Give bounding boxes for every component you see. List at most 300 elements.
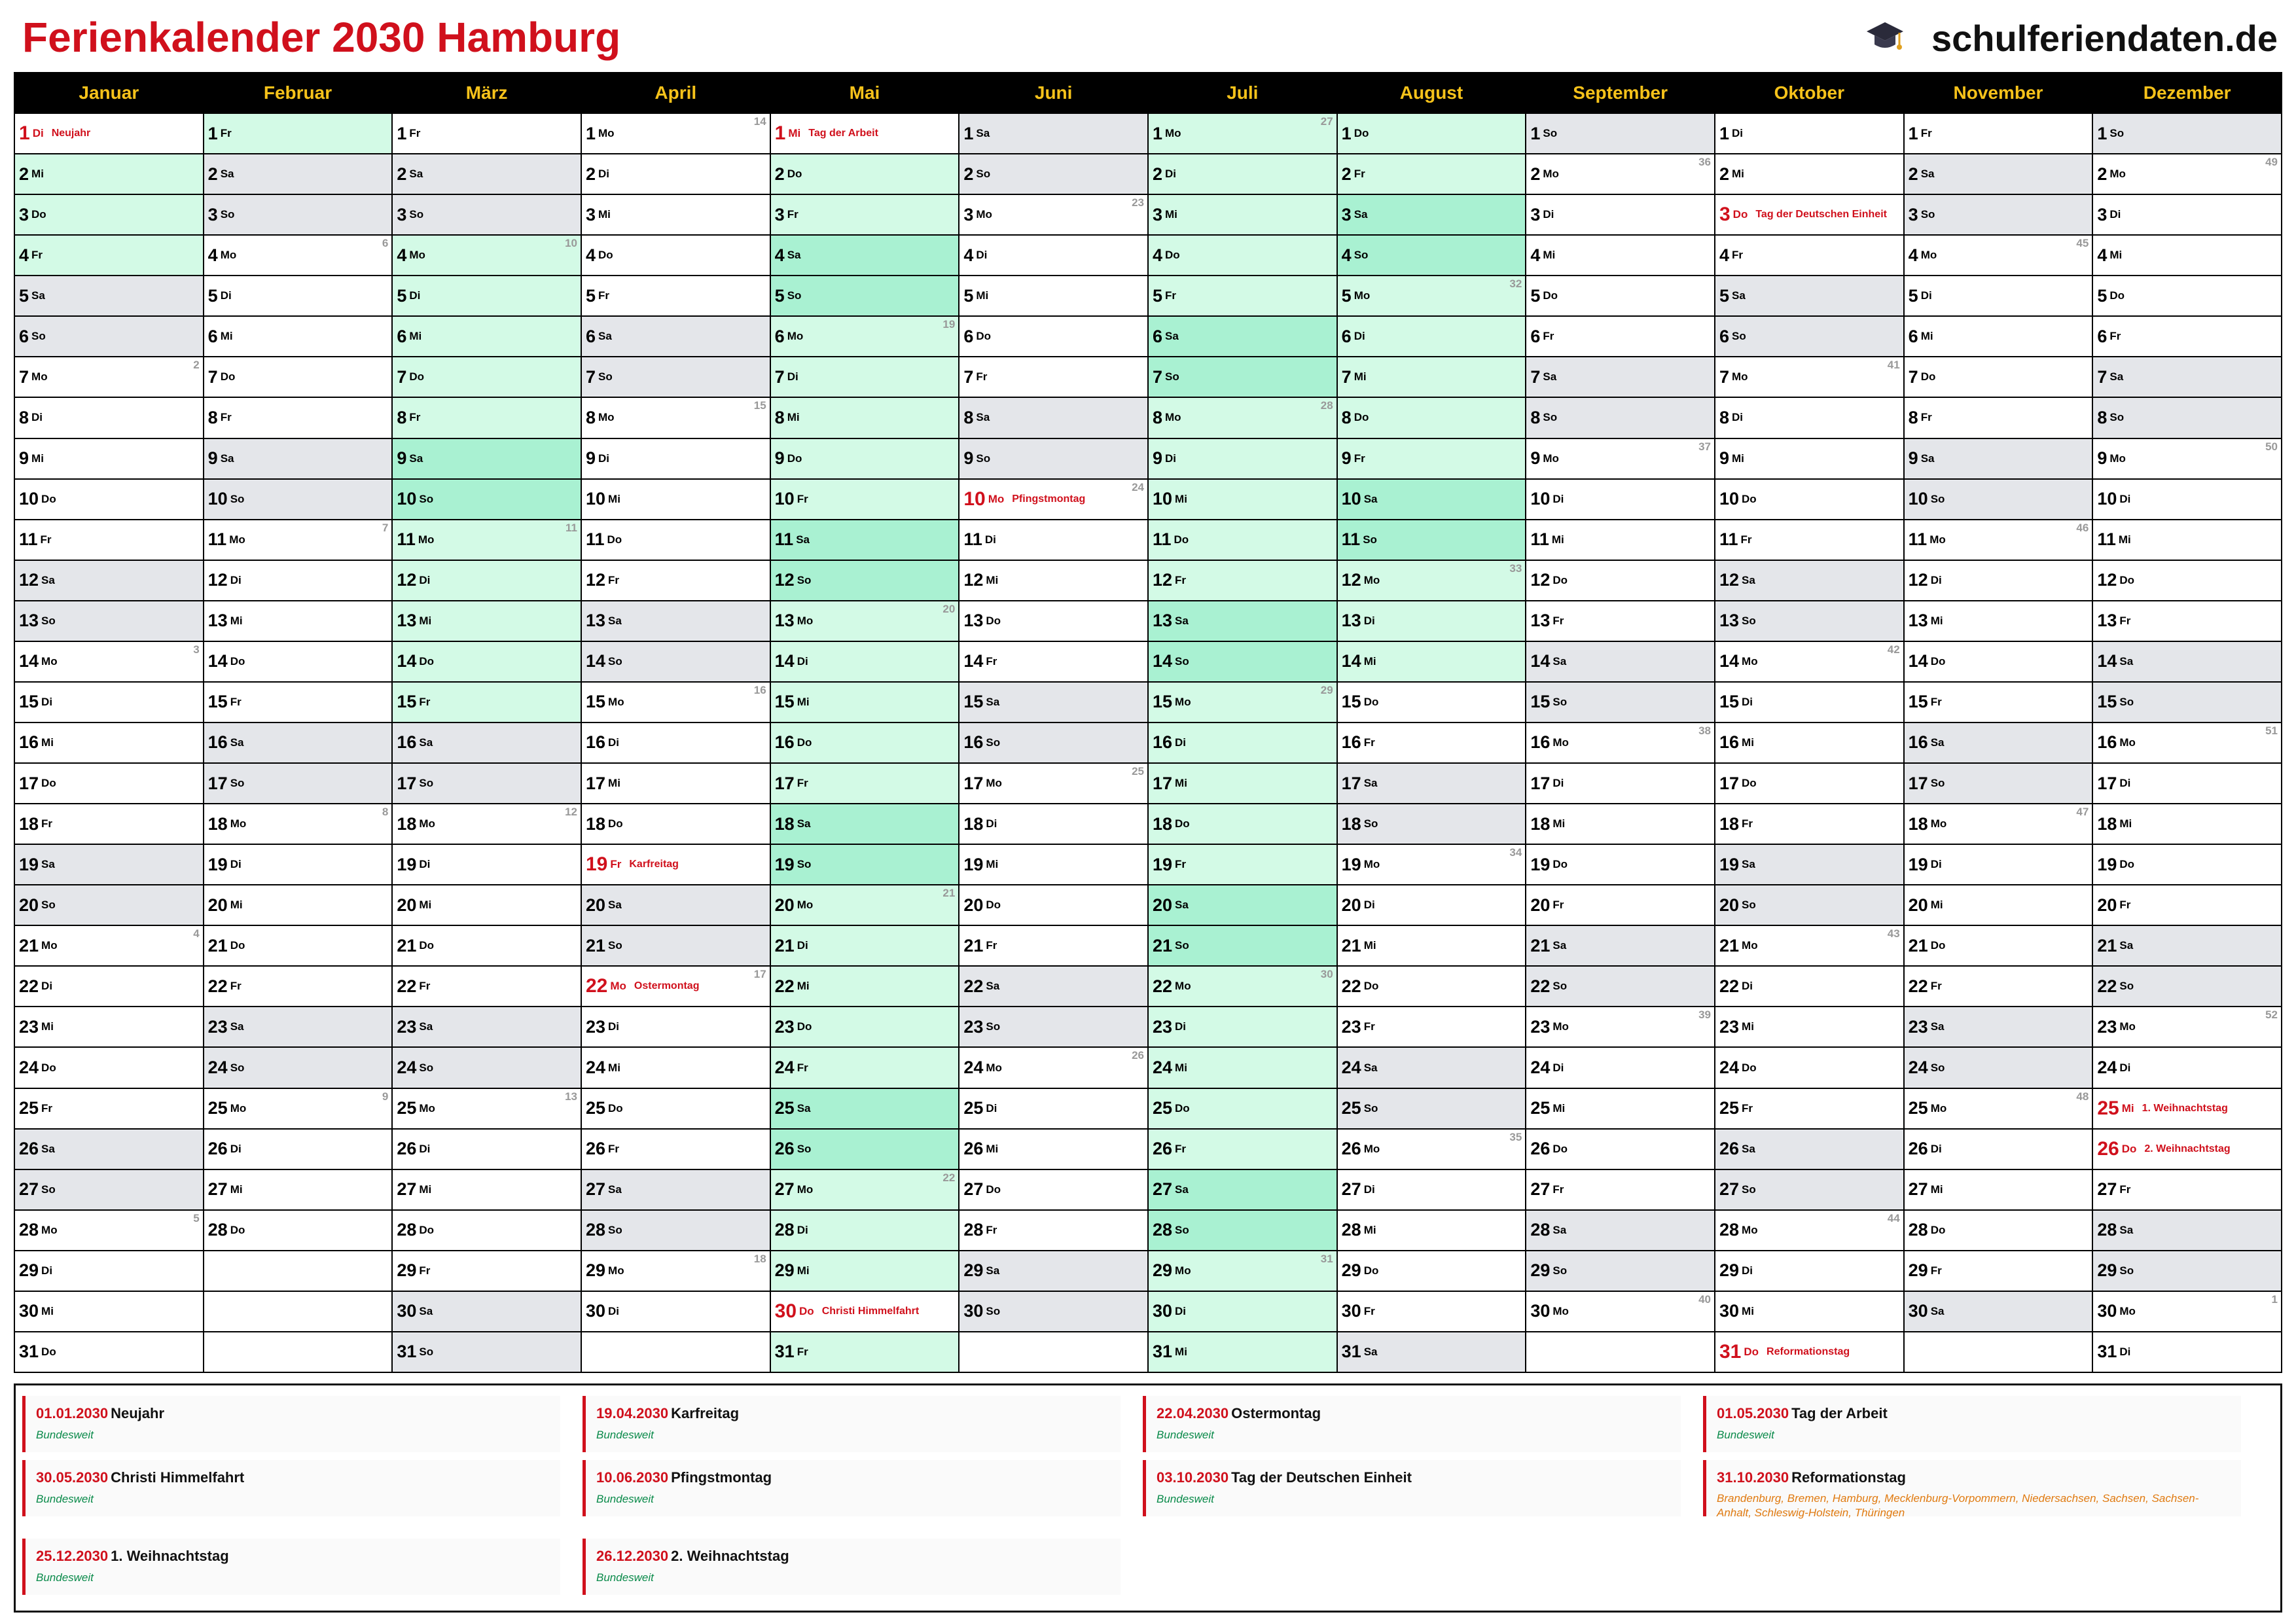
day-cell[interactable] — [1526, 764, 1714, 803]
day-cell[interactable] — [771, 154, 959, 194]
day-cell[interactable] — [1715, 1251, 1903, 1291]
day-cell[interactable] — [771, 683, 959, 722]
day-cell[interactable] — [582, 1251, 770, 1291]
day-cell[interactable] — [2093, 764, 2281, 803]
day-cell[interactable] — [582, 1007, 770, 1046]
day-cell[interactable] — [204, 683, 392, 722]
day-cell[interactable] — [15, 357, 203, 397]
day-cell[interactable] — [1905, 520, 2092, 560]
day-cell[interactable] — [771, 195, 959, 234]
day-cell[interactable] — [582, 398, 770, 437]
day-cell[interactable] — [1715, 642, 1903, 681]
day-cell[interactable] — [204, 520, 392, 560]
day-cell[interactable] — [960, 154, 1147, 194]
day-cell[interactable] — [204, 276, 392, 315]
day-cell[interactable] — [960, 195, 1147, 234]
day-cell[interactable] — [1149, 601, 1336, 641]
day-cell[interactable] — [771, 317, 959, 356]
day-cell[interactable] — [2093, 1170, 2281, 1209]
day-cell[interactable] — [1338, 357, 1526, 397]
day-cell[interactable] — [2093, 276, 2281, 315]
day-cell[interactable] — [1149, 114, 1336, 153]
day-cell[interactable] — [1905, 276, 2092, 315]
day-cell[interactable] — [1338, 520, 1526, 560]
day-cell[interactable] — [15, 195, 203, 234]
day-cell[interactable] — [2093, 723, 2281, 762]
day-cell[interactable] — [204, 885, 392, 925]
day-cell[interactable] — [15, 480, 203, 519]
day-cell[interactable] — [204, 398, 392, 437]
day-cell[interactable] — [960, 561, 1147, 600]
day-cell[interactable] — [1715, 885, 1903, 925]
day-cell[interactable] — [393, 236, 581, 275]
day-cell[interactable] — [393, 114, 581, 153]
day-cell[interactable] — [960, 520, 1147, 560]
day-cell[interactable] — [771, 480, 959, 519]
day-cell[interactable] — [771, 601, 959, 641]
day-cell[interactable] — [1905, 114, 2092, 153]
day-cell[interactable] — [1338, 1211, 1526, 1250]
day-cell[interactable] — [1149, 683, 1336, 722]
day-cell[interactable] — [582, 926, 770, 965]
day-cell[interactable] — [1526, 1007, 1714, 1046]
day-cell[interactable] — [393, 357, 581, 397]
day-cell[interactable] — [1715, 520, 1903, 560]
day-cell[interactable] — [582, 520, 770, 560]
day-cell[interactable] — [1526, 1089, 1714, 1128]
day-cell[interactable] — [582, 276, 770, 315]
day-cell[interactable] — [204, 764, 392, 803]
day-cell[interactable] — [1905, 1211, 2092, 1250]
day-cell[interactable] — [582, 154, 770, 194]
day-cell[interactable] — [1905, 967, 2092, 1006]
day-cell[interactable] — [1149, 236, 1336, 275]
day-cell[interactable] — [15, 1332, 203, 1372]
day-cell[interactable] — [1905, 885, 2092, 925]
day-cell[interactable] — [2093, 357, 2281, 397]
day-cell[interactable] — [204, 804, 392, 844]
day-cell[interactable] — [1338, 439, 1526, 478]
day-cell[interactable] — [15, 804, 203, 844]
day-cell[interactable] — [204, 1007, 392, 1046]
day-cell[interactable] — [204, 114, 392, 153]
day-cell[interactable] — [1526, 439, 1714, 478]
day-cell[interactable] — [1338, 804, 1526, 844]
day-cell[interactable] — [204, 439, 392, 478]
day-cell[interactable] — [771, 1251, 959, 1291]
day-cell[interactable] — [1338, 683, 1526, 722]
day-cell[interactable] — [1715, 114, 1903, 153]
day-cell[interactable] — [960, 236, 1147, 275]
day-cell[interactable] — [1905, 845, 2092, 884]
day-cell[interactable] — [204, 642, 392, 681]
day-cell[interactable] — [771, 398, 959, 437]
day-cell[interactable] — [582, 357, 770, 397]
brand-logo-text[interactable]: schulferiendaten.de — [1931, 18, 2278, 59]
day-cell[interactable] — [1338, 195, 1526, 234]
day-cell[interactable] — [960, 845, 1147, 884]
day-cell[interactable] — [204, 1130, 392, 1169]
day-cell[interactable] — [1715, 926, 1903, 965]
day-cell[interactable] — [2093, 520, 2281, 560]
day-cell[interactable] — [15, 1292, 203, 1331]
day-cell[interactable] — [204, 926, 392, 965]
day-cell[interactable] — [960, 926, 1147, 965]
day-cell[interactable] — [15, 236, 203, 275]
day-cell[interactable] — [1338, 1251, 1526, 1291]
day-cell[interactable] — [15, 1007, 203, 1046]
day-cell[interactable] — [1149, 926, 1336, 965]
day-cell[interactable] — [1149, 1048, 1336, 1087]
day-cell[interactable] — [1149, 1332, 1336, 1372]
day-cell[interactable] — [1905, 480, 2092, 519]
day-cell[interactable] — [771, 926, 959, 965]
day-cell[interactable] — [15, 683, 203, 722]
day-cell[interactable] — [1715, 480, 1903, 519]
day-cell[interactable] — [15, 885, 203, 925]
day-cell[interactable] — [1526, 885, 1714, 925]
day-cell[interactable] — [15, 276, 203, 315]
day-cell[interactable] — [1905, 1130, 2092, 1169]
day-cell[interactable] — [204, 1048, 392, 1087]
day-cell[interactable] — [1338, 764, 1526, 803]
day-cell[interactable] — [15, 520, 203, 560]
day-cell[interactable] — [2093, 154, 2281, 194]
day-cell[interactable] — [1905, 154, 2092, 194]
holiday-day-cell[interactable] — [2093, 1130, 2281, 1169]
day-cell[interactable] — [1526, 236, 1714, 275]
day-cell[interactable] — [1715, 601, 1903, 641]
day-cell[interactable] — [204, 236, 392, 275]
day-cell[interactable] — [771, 236, 959, 275]
day-cell[interactable] — [393, 1170, 581, 1209]
day-cell[interactable] — [393, 967, 581, 1006]
day-cell[interactable] — [960, 114, 1147, 153]
day-cell[interactable] — [204, 480, 392, 519]
day-cell[interactable] — [771, 1332, 959, 1372]
day-cell[interactable] — [960, 642, 1147, 681]
day-cell[interactable] — [1526, 1211, 1714, 1250]
day-cell[interactable] — [960, 723, 1147, 762]
day-cell[interactable] — [1526, 1170, 1714, 1209]
holiday-day-cell[interactable] — [582, 967, 770, 1006]
day-cell[interactable] — [960, 357, 1147, 397]
day-cell[interactable] — [15, 398, 203, 437]
day-cell[interactable] — [1526, 1130, 1714, 1169]
day-cell[interactable] — [582, 561, 770, 600]
day-cell[interactable] — [1526, 804, 1714, 844]
day-cell[interactable] — [15, 601, 203, 641]
day-cell[interactable] — [771, 357, 959, 397]
day-cell[interactable] — [960, 967, 1147, 1006]
day-cell[interactable] — [960, 804, 1147, 844]
holiday-day-cell[interactable] — [771, 114, 959, 153]
day-cell[interactable] — [1715, 1170, 1903, 1209]
day-cell[interactable] — [1149, 480, 1336, 519]
day-cell[interactable] — [204, 317, 392, 356]
day-cell[interactable] — [1715, 683, 1903, 722]
day-cell[interactable] — [1149, 398, 1336, 437]
day-cell[interactable] — [1338, 1130, 1526, 1169]
day-cell[interactable] — [1715, 804, 1903, 844]
day-cell[interactable] — [393, 439, 581, 478]
day-cell[interactable] — [393, 398, 581, 437]
day-cell[interactable] — [204, 357, 392, 397]
day-cell[interactable] — [1149, 1251, 1336, 1291]
day-cell[interactable] — [1905, 1007, 2092, 1046]
day-cell[interactable] — [1905, 601, 2092, 641]
day-cell[interactable] — [15, 764, 203, 803]
day-cell[interactable] — [960, 601, 1147, 641]
day-cell[interactable] — [1715, 1007, 1903, 1046]
day-cell[interactable] — [1715, 1130, 1903, 1169]
day-cell[interactable] — [1905, 439, 2092, 478]
holiday-day-cell[interactable] — [582, 845, 770, 884]
day-cell[interactable] — [582, 804, 770, 844]
day-cell[interactable] — [771, 885, 959, 925]
day-cell[interactable] — [2093, 480, 2281, 519]
day-cell[interactable] — [2093, 926, 2281, 965]
day-cell[interactable] — [393, 1048, 581, 1087]
day-cell[interactable] — [1905, 317, 2092, 356]
day-cell[interactable] — [1149, 845, 1336, 884]
day-cell[interactable] — [1338, 642, 1526, 681]
day-cell[interactable] — [1526, 398, 1714, 437]
day-cell[interactable] — [960, 1089, 1147, 1128]
day-cell[interactable] — [15, 561, 203, 600]
day-cell[interactable] — [1149, 520, 1336, 560]
day-cell[interactable] — [582, 114, 770, 153]
day-cell[interactable] — [15, 1089, 203, 1128]
day-cell[interactable] — [1905, 1251, 2092, 1291]
day-cell[interactable] — [582, 885, 770, 925]
day-cell[interactable] — [2093, 561, 2281, 600]
day-cell[interactable] — [393, 195, 581, 234]
day-cell[interactable] — [582, 764, 770, 803]
day-cell[interactable] — [1715, 1048, 1903, 1087]
day-cell[interactable] — [1905, 764, 2092, 803]
day-cell[interactable] — [582, 236, 770, 275]
day-cell[interactable] — [1526, 601, 1714, 641]
day-cell[interactable] — [1715, 317, 1903, 356]
day-cell[interactable] — [393, 1130, 581, 1169]
day-cell[interactable] — [393, 480, 581, 519]
day-cell[interactable] — [15, 926, 203, 965]
day-cell[interactable] — [1338, 926, 1526, 965]
day-cell[interactable] — [15, 845, 203, 884]
day-cell[interactable] — [1338, 317, 1526, 356]
day-cell[interactable] — [2093, 439, 2281, 478]
day-cell[interactable] — [204, 561, 392, 600]
day-cell[interactable] — [1149, 154, 1336, 194]
day-cell[interactable] — [1338, 114, 1526, 153]
day-cell[interactable] — [1149, 967, 1336, 1006]
day-cell[interactable] — [1149, 561, 1336, 600]
day-cell[interactable] — [582, 439, 770, 478]
day-cell[interactable] — [15, 1048, 203, 1087]
day-cell[interactable] — [1338, 398, 1526, 437]
day-cell[interactable] — [1715, 723, 1903, 762]
day-cell[interactable] — [15, 967, 203, 1006]
day-cell[interactable] — [393, 1211, 581, 1250]
day-cell[interactable] — [1526, 967, 1714, 1006]
day-cell[interactable] — [2093, 1211, 2281, 1250]
day-cell[interactable] — [582, 317, 770, 356]
day-cell[interactable] — [960, 683, 1147, 722]
day-cell[interactable] — [393, 601, 581, 641]
day-cell[interactable] — [1149, 317, 1336, 356]
day-cell[interactable] — [15, 723, 203, 762]
day-cell[interactable] — [1715, 764, 1903, 803]
day-cell[interactable] — [1715, 276, 1903, 315]
day-cell[interactable] — [1338, 1089, 1526, 1128]
day-cell[interactable] — [2093, 1048, 2281, 1087]
day-cell[interactable] — [960, 885, 1147, 925]
day-cell[interactable] — [960, 1211, 1147, 1250]
day-cell[interactable] — [960, 398, 1147, 437]
day-cell[interactable] — [771, 845, 959, 884]
day-cell[interactable] — [393, 520, 581, 560]
day-cell[interactable] — [582, 195, 770, 234]
day-cell[interactable] — [1905, 1292, 2092, 1331]
day-cell[interactable] — [1905, 357, 2092, 397]
day-cell[interactable] — [771, 1130, 959, 1169]
day-cell[interactable] — [582, 480, 770, 519]
day-cell[interactable] — [1338, 480, 1526, 519]
day-cell[interactable] — [15, 1170, 203, 1209]
day-cell[interactable] — [771, 276, 959, 315]
holiday-day-cell[interactable] — [771, 1292, 959, 1331]
day-cell[interactable] — [1526, 1048, 1714, 1087]
day-cell[interactable] — [2093, 967, 2281, 1006]
day-cell[interactable] — [1338, 601, 1526, 641]
day-cell[interactable] — [960, 1170, 1147, 1209]
day-cell[interactable] — [1338, 967, 1526, 1006]
day-cell[interactable] — [582, 1048, 770, 1087]
day-cell[interactable] — [582, 642, 770, 681]
day-cell[interactable] — [582, 1170, 770, 1209]
day-cell[interactable] — [1715, 398, 1903, 437]
day-cell[interactable] — [15, 154, 203, 194]
day-cell[interactable] — [1149, 276, 1336, 315]
day-cell[interactable] — [1715, 845, 1903, 884]
day-cell[interactable] — [1715, 154, 1903, 194]
day-cell[interactable] — [1149, 195, 1336, 234]
day-cell[interactable] — [1905, 561, 2092, 600]
day-cell[interactable] — [393, 683, 581, 722]
day-cell[interactable] — [1149, 804, 1336, 844]
day-cell[interactable] — [2093, 845, 2281, 884]
day-cell[interactable] — [1526, 926, 1714, 965]
day-cell[interactable] — [1149, 1170, 1336, 1209]
day-cell[interactable] — [1715, 967, 1903, 1006]
day-cell[interactable] — [960, 1130, 1147, 1169]
day-cell[interactable] — [1905, 1048, 2092, 1087]
day-cell[interactable] — [771, 1211, 959, 1250]
day-cell[interactable] — [582, 1292, 770, 1331]
day-cell[interactable] — [1338, 1332, 1526, 1372]
day-cell[interactable] — [2093, 1007, 2281, 1046]
day-cell[interactable] — [204, 154, 392, 194]
day-cell[interactable] — [1526, 480, 1714, 519]
day-cell[interactable] — [1905, 642, 2092, 681]
day-cell[interactable] — [1338, 845, 1526, 884]
day-cell[interactable] — [771, 1048, 959, 1087]
day-cell[interactable] — [393, 1332, 581, 1372]
day-cell[interactable] — [15, 1130, 203, 1169]
day-cell[interactable] — [960, 764, 1147, 803]
day-cell[interactable] — [2093, 885, 2281, 925]
day-cell[interactable] — [1715, 439, 1903, 478]
day-cell[interactable] — [771, 1089, 959, 1128]
day-cell[interactable] — [1149, 357, 1336, 397]
day-cell[interactable] — [1526, 642, 1714, 681]
day-cell[interactable] — [1905, 398, 2092, 437]
day-cell[interactable] — [771, 642, 959, 681]
day-cell[interactable] — [960, 1048, 1147, 1087]
day-cell[interactable] — [1338, 1048, 1526, 1087]
day-cell[interactable] — [1526, 845, 1714, 884]
day-cell[interactable] — [582, 683, 770, 722]
day-cell[interactable] — [1149, 1292, 1336, 1331]
day-cell[interactable] — [1526, 357, 1714, 397]
day-cell[interactable] — [393, 1251, 581, 1291]
day-cell[interactable] — [15, 1251, 203, 1291]
day-cell[interactable] — [2093, 601, 2281, 641]
day-cell[interactable] — [2093, 1251, 2281, 1291]
day-cell[interactable] — [393, 926, 581, 965]
day-cell[interactable] — [1905, 236, 2092, 275]
day-cell[interactable] — [960, 276, 1147, 315]
day-cell[interactable] — [2093, 683, 2281, 722]
day-cell[interactable] — [393, 1007, 581, 1046]
day-cell[interactable] — [1149, 1130, 1336, 1169]
day-cell[interactable] — [1715, 561, 1903, 600]
day-cell[interactable] — [960, 1251, 1147, 1291]
day-cell[interactable] — [1149, 642, 1336, 681]
day-cell[interactable] — [393, 764, 581, 803]
day-cell[interactable] — [393, 276, 581, 315]
day-cell[interactable] — [204, 601, 392, 641]
holiday-day-cell[interactable] — [1715, 195, 1903, 234]
day-cell[interactable] — [1526, 723, 1714, 762]
day-cell[interactable] — [1149, 1211, 1336, 1250]
day-cell[interactable] — [1905, 1089, 2092, 1128]
day-cell[interactable] — [1715, 1292, 1903, 1331]
day-cell[interactable] — [582, 1130, 770, 1169]
day-cell[interactable] — [1149, 723, 1336, 762]
day-cell[interactable] — [960, 1292, 1147, 1331]
day-cell[interactable] — [393, 885, 581, 925]
day-cell[interactable] — [393, 317, 581, 356]
day-cell[interactable] — [771, 561, 959, 600]
day-cell[interactable] — [1905, 195, 2092, 234]
day-cell[interactable] — [1338, 1007, 1526, 1046]
day-cell[interactable] — [1526, 317, 1714, 356]
day-cell[interactable] — [393, 561, 581, 600]
day-cell[interactable] — [1905, 804, 2092, 844]
day-cell[interactable] — [771, 723, 959, 762]
day-cell[interactable] — [771, 520, 959, 560]
day-cell[interactable] — [393, 1089, 581, 1128]
day-cell[interactable] — [2093, 398, 2281, 437]
day-cell[interactable] — [15, 317, 203, 356]
day-cell[interactable] — [393, 1292, 581, 1331]
day-cell[interactable] — [2093, 804, 2281, 844]
day-cell[interactable] — [15, 439, 203, 478]
day-cell[interactable] — [2093, 1292, 2281, 1331]
day-cell[interactable] — [1526, 1251, 1714, 1291]
